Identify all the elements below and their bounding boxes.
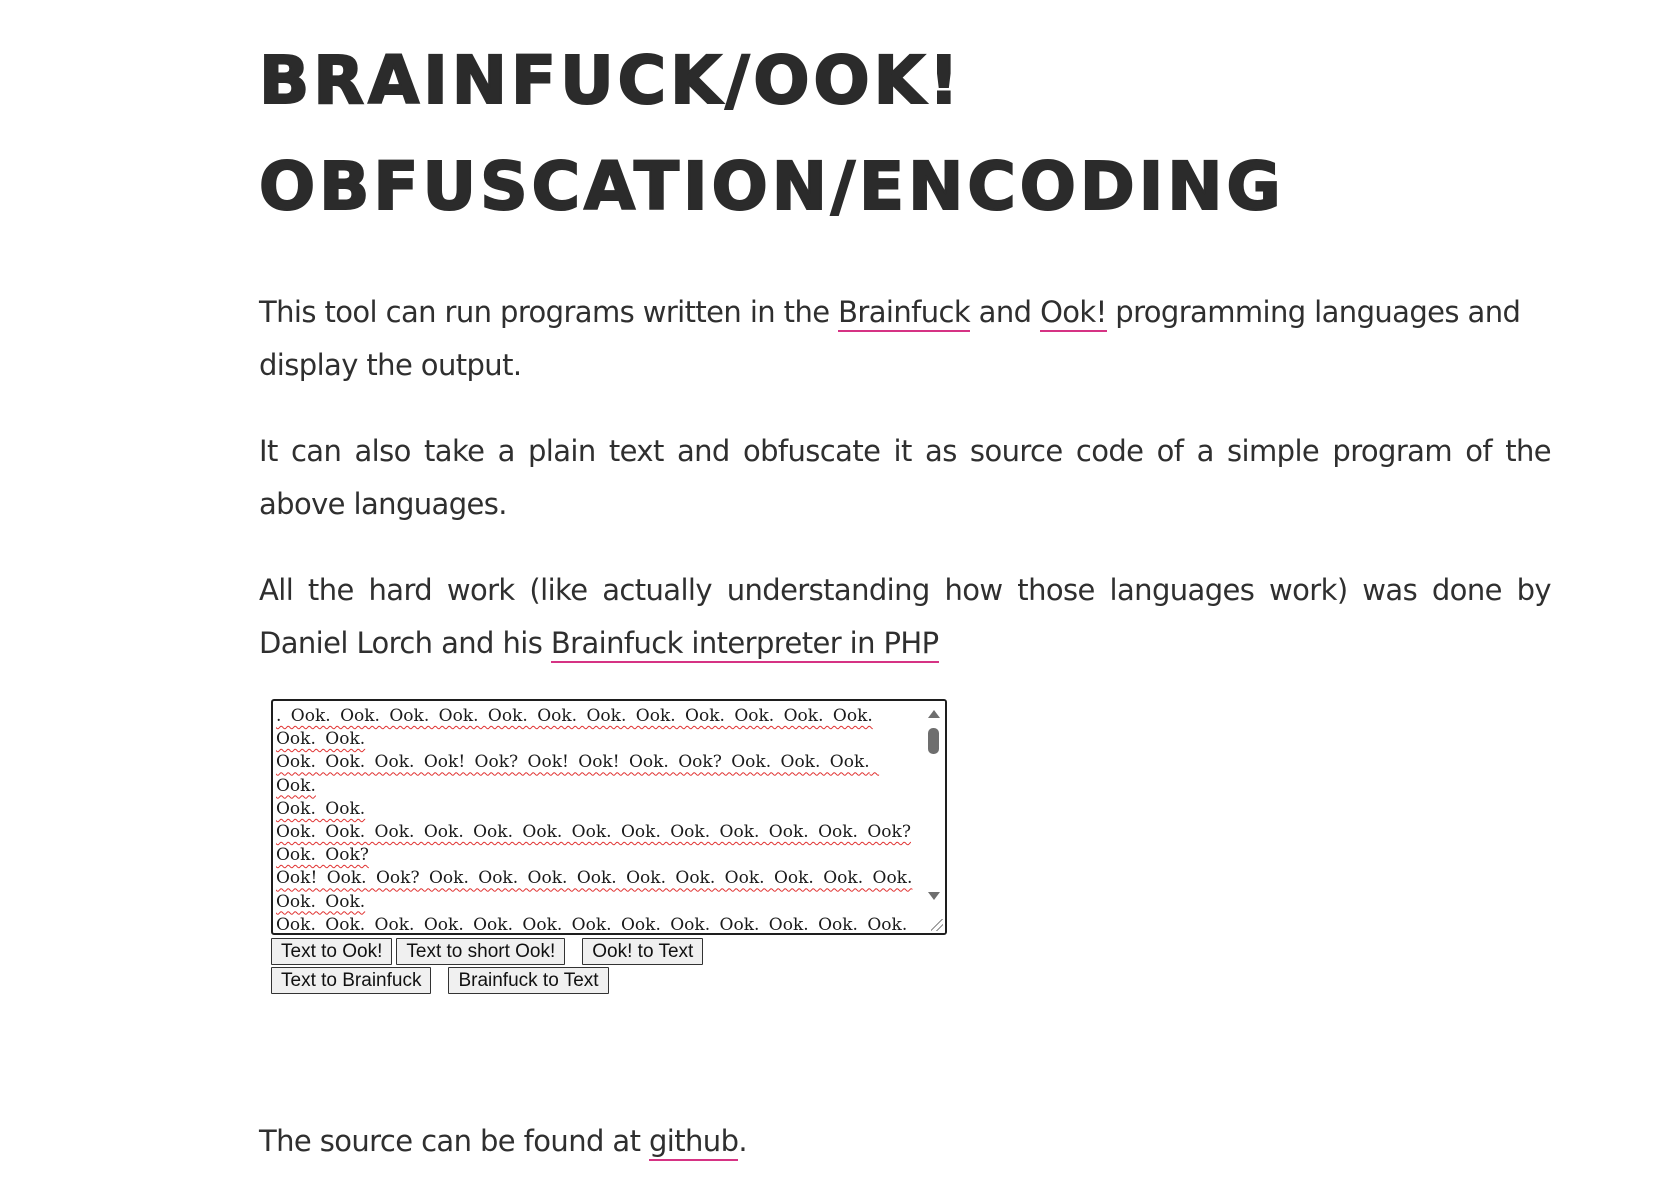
page-title-line-2: OBFUSCATION/ENCODING <box>259 148 1285 225</box>
page-title-line-1: BRAINFUCK/OOK! <box>259 42 963 119</box>
intro-paragraph-2: It can also take a plain text and obfuscate it as source code of a simple program of the above languages. <box>259 434 1551 521</box>
code-textarea[interactable] <box>271 699 947 935</box>
converter-tool <box>271 699 947 994</box>
brainfuck-link[interactable]: Brainfuck <box>838 295 970 332</box>
brainfuck-to-text-button[interactable]: Brainfuck to Text <box>448 967 608 994</box>
intro-text-3: programming languages and display the output. <box>259 295 1521 382</box>
intro-paragraph-1 <box>259 286 1551 392</box>
interpreter-link[interactable]: Brainfuck interpreter in PHP <box>551 626 939 663</box>
ook-link[interactable]: Ook! <box>1040 295 1107 332</box>
intro-paragraph-3 <box>259 564 1551 670</box>
footer-paragraph <box>259 1115 747 1168</box>
intro-text-1: This tool can run programs written in the <box>259 295 839 329</box>
button-row-2 <box>271 967 947 994</box>
scroll-up-arrow-icon[interactable] <box>928 710 940 718</box>
footer-period: . <box>738 1124 747 1158</box>
text-to-ook-button[interactable]: Text to Ook! <box>271 938 392 965</box>
code-textarea-content[interactable]: . Ook. Ook. Ook. Ook. Ook. Ook. Ook. Ook. Ook. Ook. Ook. Ook. Ook. Ook. Ook. Ook. Ook. Ook! Ook? Ook! Ook! Ook. Ook? Ook. Ook. Ook. Ook. Ook. Ook. Ook. Ook. Ook. Ook. Ook. Ook. Ook. Ook. Ook. Ook. Ook. Ook. Ook? Ook. Ook? Ook! Ook. Ook? Ook. Ook. Ook. Ook. Ook. Ook. Ook. Ook. Ook. Ook. Ook. Ook. Ook. Ook. Ook. Ook. Ook. Ook. Ook. Ook. Ook. Ook. Ook. Ook. Ook. <box>276 706 913 935</box>
text-to-short-ook-button[interactable]: Text to short Ook! <box>396 938 565 965</box>
button-row-1 <box>271 938 947 965</box>
github-link[interactable]: github <box>649 1124 738 1161</box>
scroll-thumb[interactable] <box>928 728 939 754</box>
ook-to-text-button[interactable]: Ook! to Text <box>582 938 703 965</box>
scroll-down-arrow-icon[interactable] <box>928 892 940 900</box>
resize-grip-icon[interactable] <box>931 919 943 931</box>
footer-text: The source can be found at <box>259 1124 649 1158</box>
intro-text-2: and <box>970 295 1041 329</box>
page-title <box>259 28 1551 240</box>
text-to-brainfuck-button[interactable]: Text to Brainfuck <box>271 967 431 994</box>
credits-text: All the hard work (like actually understanding how those languages work) was done by Daniel Lorch and his <box>259 573 1551 660</box>
main-content <box>259 28 1551 670</box>
vertical-scrollbar[interactable] <box>923 701 945 933</box>
